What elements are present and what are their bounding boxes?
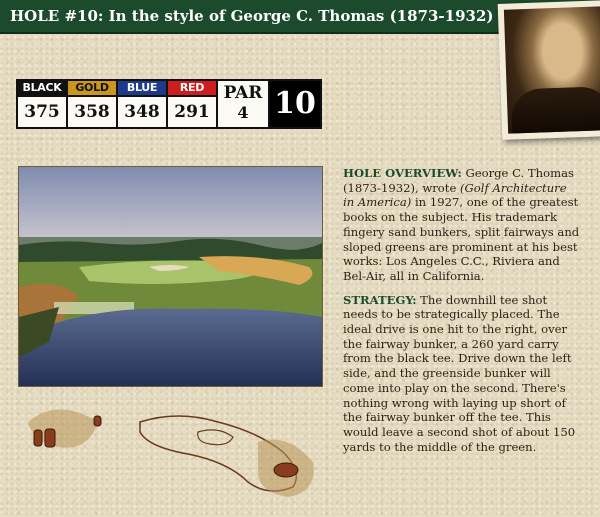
hole-number: 10 <box>270 81 320 127</box>
tee-yardage: 348 <box>118 95 166 127</box>
tee-label: GOLD <box>68 81 116 95</box>
strategy-heading: STRATEGY: <box>343 292 417 307</box>
par-label: PAR <box>223 83 263 103</box>
par-box <box>218 81 270 127</box>
tee-yardage: 291 <box>168 95 216 127</box>
strategy-text: The downhill tee shot needs to be strategically placed. The ideal drive is one hit to the right, over the fairway bunker, a 260 yard carry from the black tee. Drive down the left side, and the greenside bunker will come into play on the second. There's nothing wrong with laying up short of the fairway bunker off the tee. This would leave a second shot of about 150 yards to the middle of the green. <box>343 292 576 454</box>
overview-text-end: in 1927, one of the greatest books on the subject. His trademark fingery sand bunkers, split fairways and sloped greens are prominent at his best works: Los Angeles C.C., Riviera and Bel-Air, all in California. <box>343 195 580 283</box>
book-title: (Golf Architecture in America) <box>343 180 567 210</box>
scorecard <box>16 79 322 129</box>
tee-label: RED <box>168 81 216 95</box>
landscape-image <box>19 167 322 386</box>
architect-portrait <box>498 0 600 140</box>
hole-description <box>343 166 581 463</box>
strategy-paragraph <box>343 293 581 455</box>
tee-yardage: 358 <box>68 95 116 127</box>
overview-paragraph <box>343 166 581 284</box>
hole-layout-map <box>18 392 318 502</box>
tee-label: BLACK <box>18 81 66 95</box>
tee-label: BLUE <box>118 81 166 95</box>
tee-blue <box>118 81 168 127</box>
par-value: 4 <box>237 103 249 122</box>
tee-gold <box>68 81 118 127</box>
tee-red <box>168 81 218 127</box>
tee-yardage: 375 <box>18 95 66 127</box>
page-title: HOLE #10: In the style of George C. Thomas (1873-1932) <box>10 7 494 25</box>
overview-heading: HOLE OVERVIEW: <box>343 166 462 180</box>
overview-text: George C. Thomas (1873-1932), wrote <box>343 166 574 195</box>
hole-landscape-photo <box>18 166 323 387</box>
tee-black <box>18 81 68 127</box>
